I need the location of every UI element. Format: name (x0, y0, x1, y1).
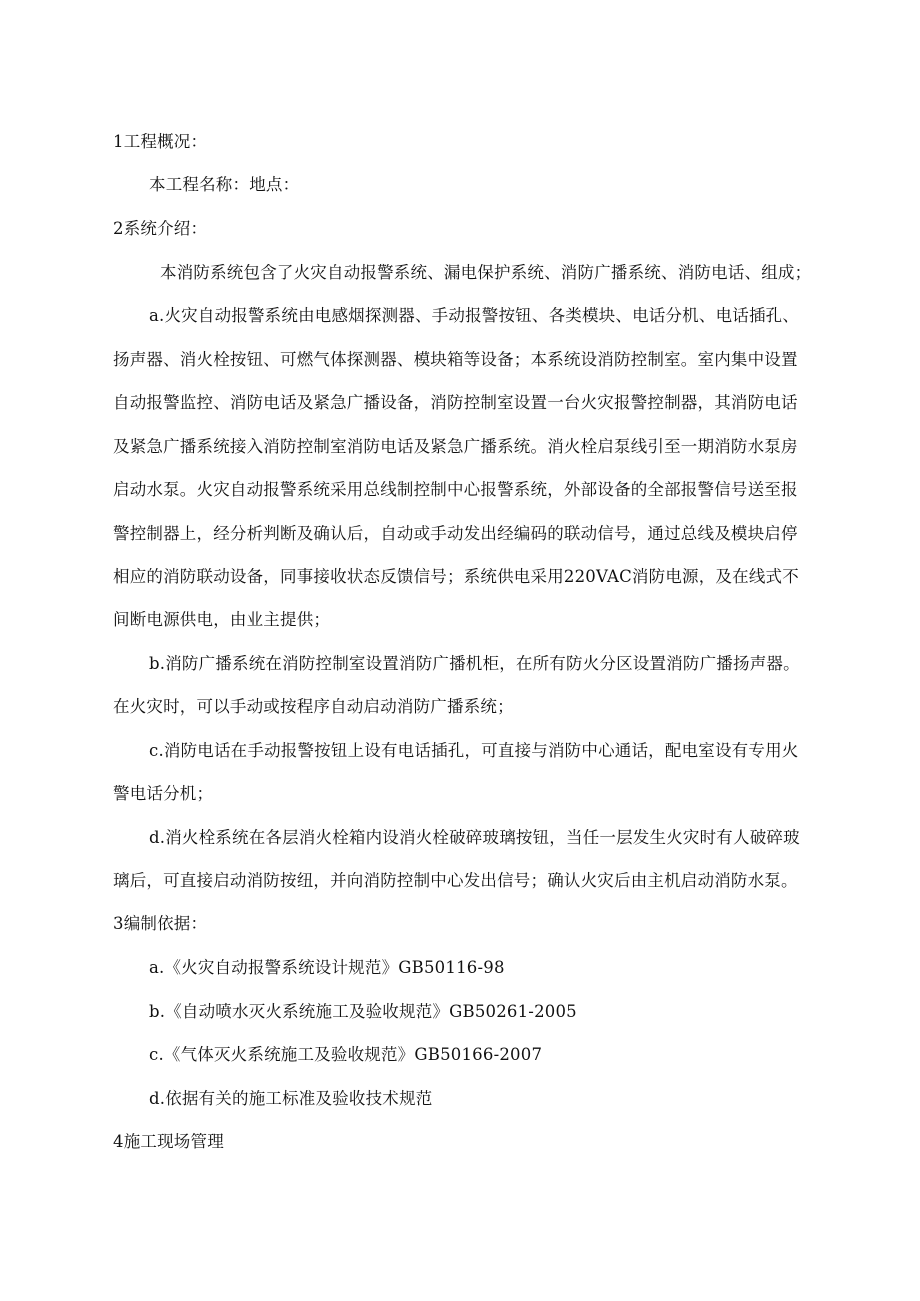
para-b-line-1: b.消防广播系统在消防控制室设置消防广播机柜，在所有防火分区设置消防广播扬声器。 (149, 654, 800, 673)
para-a-line-8: 间断电源供电，由业主提供； (113, 610, 331, 629)
para-a-line-5: 启动水泵。火灾自动报警系统采用总线制控制中心报警系统，外部设备的全部报警信号送至报 (113, 480, 798, 499)
reference-item: b.《自动喷水灭火系统施工及验收规范》GB50261-2005 (149, 1002, 577, 1021)
para-d-line-2: 璃后，可直接启动消防按纽，并向消防控制中心发出信号；确认火灾后由主机启动消防水泵。 (113, 871, 798, 890)
para-c-line-1: c.消防电话在手动报警按钮上设有电话插孔，可直接与消防中心通话，配电室设有专用火 (149, 741, 799, 760)
reference-item: a.《火灾自动报警系统设计规范》GB50116-98 (149, 958, 505, 977)
section-4-heading: 4施工现场管理 (113, 1132, 224, 1151)
para-a-line-2: 扬声器、消火栓按钮、可燃气体探测器、模块箱等设备；本系统设消防控制室。室内集中设置 (113, 350, 798, 369)
para-a-line-3: 自动报警监控、消防电话及紧急广播设备，消防控制室设置一台火灾报警控制器，其消防电话 (113, 393, 798, 412)
para-a-line-6: 警控制器上，经分析判断及确认后，自动或手动发出经编码的联动信号，通过总线及模块启停 (113, 524, 798, 543)
system-intro: 本消防系统包含了火灾自动报警系统、漏电保护系统、消防广播系统、消防电话、组成； (160, 263, 812, 282)
para-a-line-4: 及紧急广播系统接入消防控制室消防电话及紧急广播系统。消火栓启泵线引至一期消防水泵房 (113, 437, 798, 456)
reference-item: d.依据有关的施工标准及验收技术规范 (149, 1089, 433, 1108)
section-2-heading: 2系统介绍： (113, 219, 208, 238)
para-a-line-7: 相应的消防联动设备，同事接收状态反馈信号；系统供电采用220VAC消防电源，及在线式不 (113, 567, 799, 586)
reference-item: c.《气体灭火系统施工及验收规范》GB50166-2007 (149, 1045, 543, 1064)
section-1-heading: 1工程概况： (113, 132, 208, 151)
section-3-heading: 3编制依据： (113, 914, 208, 933)
para-a-line-1: a.火灾自动报警系统由电感烟探测器、手动报警按钮、各类模块、电话分机、电话插孔、 (149, 306, 800, 325)
para-c-line-2: 警电话分机； (113, 784, 214, 803)
para-b-line-2: 在火灾时，可以手动或按程序自动启动消防广播系统； (113, 697, 514, 716)
project-name-line: 本工程名称：地点： (149, 175, 300, 194)
para-d-line-1: d.消火栓系统在各层消火栓箱内设消火栓破碎玻璃按钮，当任一层发生火灾时有人破碎玻 (149, 828, 800, 847)
